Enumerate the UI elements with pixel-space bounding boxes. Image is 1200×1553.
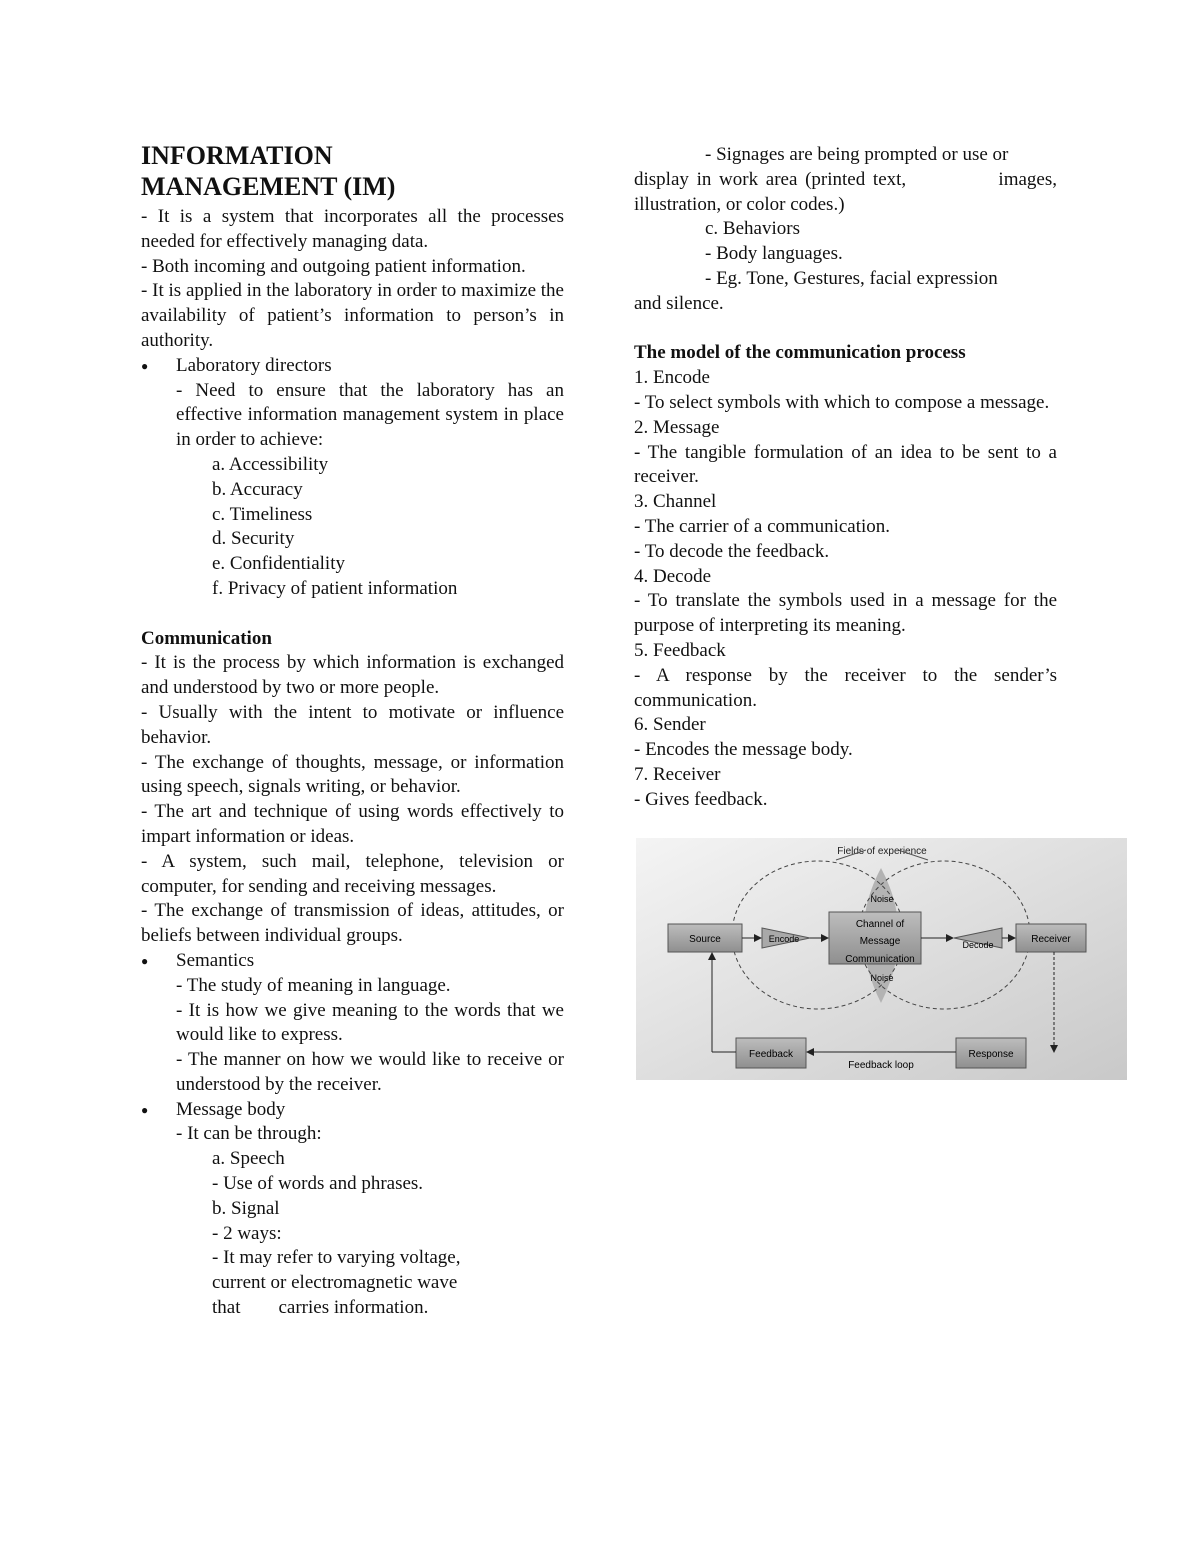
page-title: INFORMATION MANAGEMENT (IM) <box>141 141 396 201</box>
semantics-point: - It is how we give meaning to the words that we would like to express. <box>176 999 564 1046</box>
feedback-loop-label: Feedback loop <box>848 1060 914 1071</box>
list-item: c. Timeliness <box>212 503 313 525</box>
model-heading: The model of the communication process <box>634 342 966 364</box>
im-point: - It is applied in the laboratory in order to maximize the availability of patient’s information to person’s in authority. <box>141 280 564 351</box>
bullet-lab-directors: ● Laboratory directors <box>141 354 564 379</box>
model-item-title: 7. Receiver <box>634 763 721 785</box>
list-item: b. Accuracy <box>212 478 303 500</box>
model-item-title: 1. Encode <box>634 367 710 389</box>
model-item-title: 4. Decode <box>634 565 712 587</box>
left-column <box>141 140 564 1321</box>
bullet-message-body: ● Message body <box>141 1098 564 1123</box>
response-label: Response <box>968 1049 1014 1060</box>
message-body-line: - It may refer to varying voltage, <box>212 1247 461 1269</box>
signage-cont: display in work area (printed text, images, illustration, or color codes.) <box>634 168 1062 215</box>
behaviors-label: c. Behaviors <box>705 218 800 240</box>
source-label: Source <box>689 934 721 945</box>
im-point: - Both incoming and outgoing patient information. <box>141 255 526 277</box>
communication-model-diagram <box>636 838 1127 1080</box>
communication-point: - The exchange of thoughts, message, or information using speech, signals writing, or behavior. <box>141 751 564 798</box>
channel-label-2: Message <box>859 936 901 947</box>
behaviors-point: - Body languages. <box>705 243 843 265</box>
list-item: a. Accessibility <box>212 453 329 475</box>
semantics-point: - The study of meaning in language. <box>176 974 451 996</box>
message-body-line: - 2 ways: <box>212 1222 282 1244</box>
communication-point: - It is the process by which information is exchanged and understood by two or more people. <box>141 652 564 699</box>
model-item-title: 6. Sender <box>634 714 706 736</box>
lab-directors-desc: - Need to ensure that the laboratory has an effective information management system in place in order to achieve: <box>176 379 564 451</box>
list-item: e. Confidentiality <box>212 553 345 575</box>
model-item-desc: - Gives feedback. <box>634 788 768 810</box>
message-body-line: that carries information. <box>212 1297 429 1319</box>
communication-point: - A system, such mail, telephone, television or computer, for sending and receiving messages. <box>141 850 564 897</box>
behaviors-point: - Eg. Tone, Gestures, facial expression <box>705 267 998 289</box>
message-body-line: - Use of words and phrases. <box>212 1173 424 1195</box>
decode-label: Decode <box>962 940 994 950</box>
right-column <box>634 143 1062 813</box>
semantics-point: - The manner on how we would like to receive or understood by the receiver. <box>176 1049 564 1095</box>
message-body-line: b. Signal <box>212 1197 280 1219</box>
bullet-semantics: ● Semantics <box>141 949 564 974</box>
fields-label: Fields of experience <box>837 846 927 857</box>
message-body-line: a. Speech <box>212 1148 285 1170</box>
message-body-intro: - It can be through: <box>176 1123 322 1145</box>
communication-point: - Usually with the intent to motivate or influence behavior. <box>141 701 564 748</box>
signage-line: - Signages are being prompted or use or <box>705 144 1009 165</box>
list-item: d. Security <box>212 528 295 550</box>
model-item-desc: - Encodes the message body. <box>634 739 853 761</box>
communication-point: - The art and technique of using words effectively to impart information or ideas. <box>141 801 564 847</box>
behaviors-cont: and silence. <box>634 292 724 314</box>
noise-top-label: Noise <box>870 894 894 904</box>
model-item-desc: - The carrier of a communication. <box>634 515 891 537</box>
list-item: f. Privacy of patient information <box>212 577 458 599</box>
encode-label: Encode <box>768 934 800 944</box>
model-item-desc: - A response by the receiver to the sender’s communication. <box>634 664 1057 711</box>
model-item-desc: - To select symbols with which to compose a message. <box>634 391 1050 413</box>
im-point: - It is a system that incorporates all the processes needed for effectively managing data. <box>141 206 564 252</box>
feedback-label: Feedback <box>749 1049 793 1060</box>
message-body-line: current or electromagnetic wave <box>212 1272 458 1294</box>
model-item-title: 5. Feedback <box>634 639 726 661</box>
model-item-desc: - To decode the feedback. <box>634 540 830 562</box>
noise-bottom-label: Noise <box>870 973 894 983</box>
channel-label-1: Channel of <box>855 919 905 930</box>
communication-point: - The exchange of transmission of ideas, attitudes, or beliefs between individual groups. <box>141 900 564 947</box>
model-item-title: 3. Channel <box>634 491 717 513</box>
channel-label-3: Communication <box>845 954 915 965</box>
model-item-desc: - The tangible formulation of an idea to be sent to a receiver. <box>634 441 1057 488</box>
communication-heading: Communication <box>141 627 272 649</box>
model-item-desc: - To translate the symbols used in a message for the purpose of interpreting its meaning. <box>634 590 1057 637</box>
receiver-label: Receiver <box>1031 934 1071 945</box>
model-item-title: 2. Message <box>634 416 720 438</box>
